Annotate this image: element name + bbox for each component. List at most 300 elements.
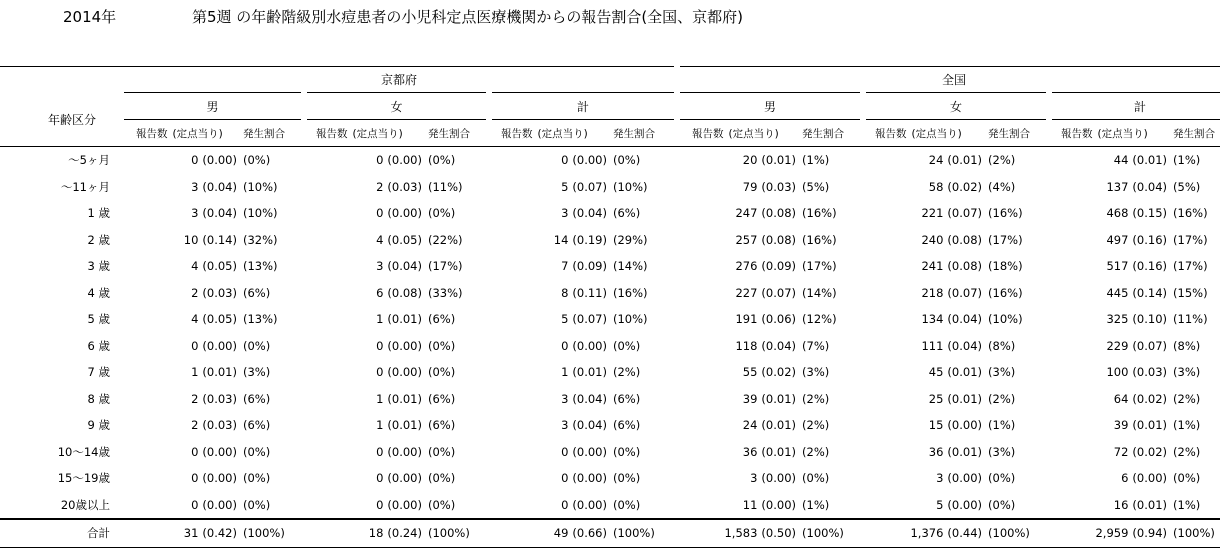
report-table [0,66,1220,548]
age-label: 7 歳 [87,365,110,380]
count-value: 241 [921,259,944,274]
rate-value: (0%) [243,444,271,459]
per-site-value: (0.04) [202,179,237,194]
age-label: 10～14歳 [57,444,110,459]
per-site-value: (0.00) [947,471,983,486]
rate-value: (1%) [988,418,1016,433]
per-site-value: (0.02) [1132,444,1168,459]
per-site-value: (0.07) [761,285,797,300]
count-cell [489,412,609,439]
per-site-value: (0.01) [387,312,422,327]
per-site-value: (0.94) [1132,526,1168,541]
sex-header: 女 [863,93,1049,120]
per-site-value: (0.08) [387,285,422,300]
rate-header: 発生割合 [424,120,489,147]
count-cell [1049,174,1169,201]
per-site-value: (0.08) [761,206,797,221]
count-value: 49 [553,526,569,541]
per-site-value: (0.66) [572,526,607,541]
rate-value: (6%) [613,391,641,406]
per-site-value: (0.02) [761,365,797,380]
table-body [0,147,1220,548]
count-value: 64 [1113,391,1129,406]
age-label: 8 歳 [87,391,110,406]
count-cell [863,519,984,547]
per-site-value: (0.00) [387,497,422,512]
sex-header: 計 [1049,93,1220,120]
count-cell [304,492,424,520]
count-value: 137 [1106,179,1129,194]
per-site-header-label: (定点当り) [728,127,779,140]
per-site-value: (0.00) [202,444,237,459]
rate-value: (8%) [1173,338,1201,353]
count-header-label: 報告数 [692,127,724,140]
per-site-value: (0.19) [572,232,607,247]
rate-value: (10%) [613,179,648,194]
per-site-value: (0.04) [387,259,422,274]
per-site-header-label: (定点当り) [1097,127,1148,140]
per-site-value: (0.01) [761,391,797,406]
region-header-kyoto: 京都府 [124,67,674,93]
count-header [304,120,424,147]
count-cell [680,386,798,413]
count-cell [680,306,798,333]
count-cell [489,253,609,280]
count-cell [1049,147,1169,174]
count-cell [124,492,239,520]
rate-value: (6%) [243,285,271,300]
count-value: 134 [921,312,944,327]
per-site-value: (0.50) [761,526,797,541]
count-cell [863,359,984,386]
count-header [124,120,239,147]
table-row [0,147,1220,174]
rate-value: (10%) [243,179,278,194]
count-value: 3 [191,206,199,221]
table-row [0,306,1220,333]
count-value: 2 [191,391,199,406]
count-cell [489,439,609,466]
count-value: 0 [376,471,384,486]
rate-value: (0%) [428,471,456,486]
rate-value: (0%) [428,206,456,221]
rate-value: (8%) [988,338,1016,353]
rate-value: (0%) [428,153,456,168]
count-cell [680,439,798,466]
count-cell [863,306,984,333]
count-value: 44 [1113,153,1129,168]
count-cell [124,359,239,386]
rate-header: 発生割合 [609,120,674,147]
per-site-value: (0.00) [572,153,607,168]
rate-value: (1%) [802,497,830,512]
per-site-value: (0.04) [947,338,983,353]
count-cell [863,227,984,254]
count-value: 2 [191,418,199,433]
per-site-value: (0.05) [387,232,422,247]
count-value: 229 [1106,338,1129,353]
per-site-value: (0.01) [387,391,422,406]
total-row [0,519,1220,547]
rate-value: (0%) [613,338,641,353]
count-cell [304,306,424,333]
count-cell [124,333,239,360]
count-cell [863,412,984,439]
per-site-value: (0.00) [387,206,422,221]
rate-value: (17%) [802,259,837,274]
count-value: 1 [376,312,384,327]
rate-value: (14%) [802,285,837,300]
count-value: 227 [735,285,758,300]
count-cell [124,147,239,174]
per-site-value: (0.09) [572,259,607,274]
per-site-value: (0.01) [1132,497,1168,512]
count-cell [124,439,239,466]
count-cell [1049,412,1169,439]
count-cell [489,200,609,227]
count-cell [1049,227,1169,254]
per-site-value: (0.01) [1132,153,1168,168]
count-value: 72 [1113,444,1129,459]
rate-value: (2%) [802,391,830,406]
per-site-header-label: (定点当り) [537,127,588,140]
rate-value: (6%) [428,312,456,327]
rate-value: (1%) [1173,497,1201,512]
rate-value: (14%) [613,259,648,274]
count-cell [124,306,239,333]
count-cell [863,280,984,307]
count-value: 0 [561,471,569,486]
count-header-label: 報告数 [875,127,907,140]
count-value: 15 [928,418,944,433]
per-site-value: (0.04) [572,206,607,221]
age-label: 5 歳 [87,312,110,327]
rate-value: (0%) [428,365,456,380]
per-site-value: (0.00) [572,471,607,486]
count-cell [489,174,609,201]
count-value: 497 [1106,232,1129,247]
count-value: 39 [742,391,758,406]
count-cell [304,465,424,492]
count-cell [863,253,984,280]
count-cell [680,147,798,174]
count-cell [1049,439,1169,466]
per-site-value: (0.01) [761,418,797,433]
count-value: 5 [561,179,569,194]
per-site-value: (0.08) [947,232,983,247]
rate-value: (1%) [1173,418,1201,433]
rate-value: (11%) [1173,312,1208,327]
rate-value: (0%) [613,497,641,512]
count-value: 276 [735,259,758,274]
per-site-value: (0.44) [947,526,983,541]
count-value: 24 [928,153,944,168]
rate-value: (100%) [609,519,674,547]
sex-header: 計 [489,93,674,120]
sex-header: 男 [124,93,304,120]
count-value: 0 [376,153,384,168]
count-value: 4 [191,312,199,327]
per-site-value: (0.04) [947,312,983,327]
per-site-value: (0.03) [202,285,237,300]
per-site-value: (0.02) [947,179,983,194]
count-cell [863,333,984,360]
per-site-value: (0.42) [202,526,237,541]
count-cell [304,333,424,360]
count-value: 1 [376,391,384,406]
per-site-value: (0.07) [947,285,983,300]
rate-value: (2%) [802,444,830,459]
sex-header: 男 [680,93,863,120]
count-value: 1 [191,365,199,380]
count-cell [304,227,424,254]
count-value: 4 [376,232,384,247]
age-label: ～11ヶ月 [60,179,110,194]
per-site-value: (0.01) [202,365,237,380]
age-label: 合計 [0,519,124,547]
per-site-value: (0.01) [1132,418,1168,433]
rate-value: (0%) [243,471,271,486]
per-site-value: (0.00) [947,418,983,433]
count-cell [489,465,609,492]
count-value: 18 [368,526,384,541]
count-cell [863,174,984,201]
rate-value: (5%) [802,179,830,194]
table-row [0,174,1220,201]
count-cell [489,280,609,307]
count-header [863,120,984,147]
table-row [0,200,1220,227]
rate-value: (17%) [1173,232,1208,247]
per-site-value: (0.00) [1132,471,1168,486]
count-value: 3 [191,179,199,194]
count-value: 468 [1106,206,1129,221]
per-site-value: (0.03) [387,179,422,194]
count-cell [1049,492,1169,520]
rate-value: (4%) [988,179,1016,194]
report-title: 第5週 の年齢階級別水痘患者の小児科定点医療機関からの報告割合(全国、京都府) [192,8,744,26]
per-site-value: (0.00) [387,338,422,353]
count-cell [1049,333,1169,360]
count-cell [489,519,609,547]
per-site-value: (0.16) [1132,259,1168,274]
count-value: 257 [735,232,758,247]
count-cell [124,465,239,492]
table-head [0,67,1220,147]
per-site-value: (0.04) [1132,179,1168,194]
per-site-value: (0.07) [947,206,983,221]
count-cell [680,412,798,439]
count-cell [680,253,798,280]
table-row [0,280,1220,307]
rate-value: (100%) [1169,519,1220,547]
count-value: 445 [1106,285,1129,300]
count-cell [863,200,984,227]
count-cell [304,147,424,174]
count-cell [863,492,984,520]
rate-value: (0%) [613,471,641,486]
count-cell [124,280,239,307]
count-value: 36 [742,444,758,459]
count-value: 247 [735,206,758,221]
rate-value: (3%) [802,365,830,380]
rate-value: (3%) [988,444,1016,459]
per-site-value: (0.04) [202,206,237,221]
rate-value: (0%) [1173,471,1201,486]
per-site-value: (0.01) [947,444,983,459]
count-value: 8 [561,285,569,300]
age-label: 1 歳 [87,206,110,221]
count-value: 5 [936,497,944,512]
count-value: 6 [376,285,384,300]
count-cell [304,439,424,466]
count-value: 3 [376,259,384,274]
rate-value: (0%) [988,497,1016,512]
count-value: 3 [936,471,944,486]
rate-header: 発生割合 [1169,120,1220,147]
count-value: 0 [376,365,384,380]
count-cell [489,227,609,254]
count-value: 221 [921,206,944,221]
per-site-value: (0.00) [387,153,422,168]
count-value: 3 [561,391,569,406]
count-cell [304,359,424,386]
count-cell [680,519,798,547]
age-label: 20歳以上 [60,497,110,512]
per-site-value: (0.03) [202,418,237,433]
rate-value: (0%) [243,338,271,353]
rate-value: (5%) [1173,179,1201,194]
sex-header: 女 [304,93,489,120]
per-site-value: (0.07) [572,179,607,194]
count-cell [1049,465,1169,492]
rate-value: (15%) [1173,285,1208,300]
rate-value: (16%) [802,232,837,247]
rate-value: (2%) [1173,391,1201,406]
per-site-value: (0.02) [1132,391,1168,406]
rate-value: (29%) [613,232,648,247]
rate-header: 発生割合 [798,120,863,147]
rate-value: (17%) [1173,259,1208,274]
count-value: 14 [553,232,569,247]
per-site-value: (0.04) [572,391,607,406]
table-row [0,333,1220,360]
per-site-value: (0.00) [572,497,607,512]
count-value: 3 [561,206,569,221]
count-cell [680,359,798,386]
table-row [0,465,1220,492]
count-cell [489,306,609,333]
rate-value: (6%) [613,206,641,221]
rate-value: (16%) [988,285,1023,300]
rate-value: (17%) [988,232,1023,247]
per-site-value: (0.01) [761,153,797,168]
count-value: 3 [750,471,758,486]
per-site-value: (0.01) [761,444,797,459]
count-value: 1,376 [910,526,944,541]
rate-value: (18%) [988,259,1023,274]
count-value: 6 [1121,471,1129,486]
count-value: 191 [735,312,758,327]
count-value: 1 [561,365,569,380]
count-cell [124,386,239,413]
count-cell [680,492,798,520]
count-header [489,120,609,147]
count-cell [1049,386,1169,413]
count-cell [680,280,798,307]
per-site-value: (0.00) [947,497,983,512]
per-site-header-label: (定点当り) [352,127,403,140]
rate-value: (13%) [243,259,278,274]
per-site-value: (0.07) [572,312,607,327]
count-value: 100 [1106,365,1129,380]
count-cell [863,465,984,492]
rate-value: (10%) [243,206,278,221]
count-cell [1049,200,1169,227]
rate-value: (100%) [798,519,863,547]
per-site-value: (0.00) [387,444,422,459]
rate-value: (2%) [988,153,1016,168]
age-label: 3 歳 [87,259,110,274]
rate-value: (0%) [428,444,456,459]
rate-value: (100%) [424,519,489,547]
rate-header: 発生割合 [239,120,304,147]
corner-cell [0,67,124,93]
per-site-header-label: (定点当り) [911,127,962,140]
rate-value: (0%) [613,153,641,168]
table-row [0,227,1220,254]
count-value: 0 [561,497,569,512]
rate-value: (16%) [802,206,837,221]
table-row [0,253,1220,280]
age-label: 15～19歳 [57,471,110,486]
rate-value: (0%) [243,497,271,512]
age-label: 9 歳 [87,418,110,433]
count-header-label: 報告数 [1061,127,1093,140]
per-site-value: (0.10) [1132,312,1168,327]
rate-value: (6%) [243,418,271,433]
rate-value: (6%) [428,418,456,433]
count-value: 4 [191,259,199,274]
count-value: 20 [742,153,758,168]
rate-value: (3%) [988,365,1016,380]
count-value: 0 [191,497,199,512]
count-cell [1049,519,1169,547]
age-column-header: 年齢区分 [0,93,124,147]
per-site-value: (0.14) [202,232,237,247]
count-value: 25 [928,391,944,406]
count-cell [680,465,798,492]
count-cell [304,200,424,227]
per-site-value: (0.04) [572,418,607,433]
rate-value: (6%) [613,418,641,433]
per-site-value: (0.04) [761,338,797,353]
per-site-value: (0.03) [202,391,237,406]
per-site-value: (0.00) [572,338,607,353]
rate-value: (0%) [988,471,1016,486]
rate-value: (22%) [428,232,463,247]
rate-value: (1%) [1173,153,1201,168]
count-value: 0 [376,206,384,221]
per-site-value: (0.05) [202,259,237,274]
table-row [0,492,1220,520]
count-value: 5 [561,312,569,327]
count-cell [863,439,984,466]
rate-value: (10%) [613,312,648,327]
count-value: 0 [191,444,199,459]
count-cell [1049,280,1169,307]
count-cell [304,519,424,547]
